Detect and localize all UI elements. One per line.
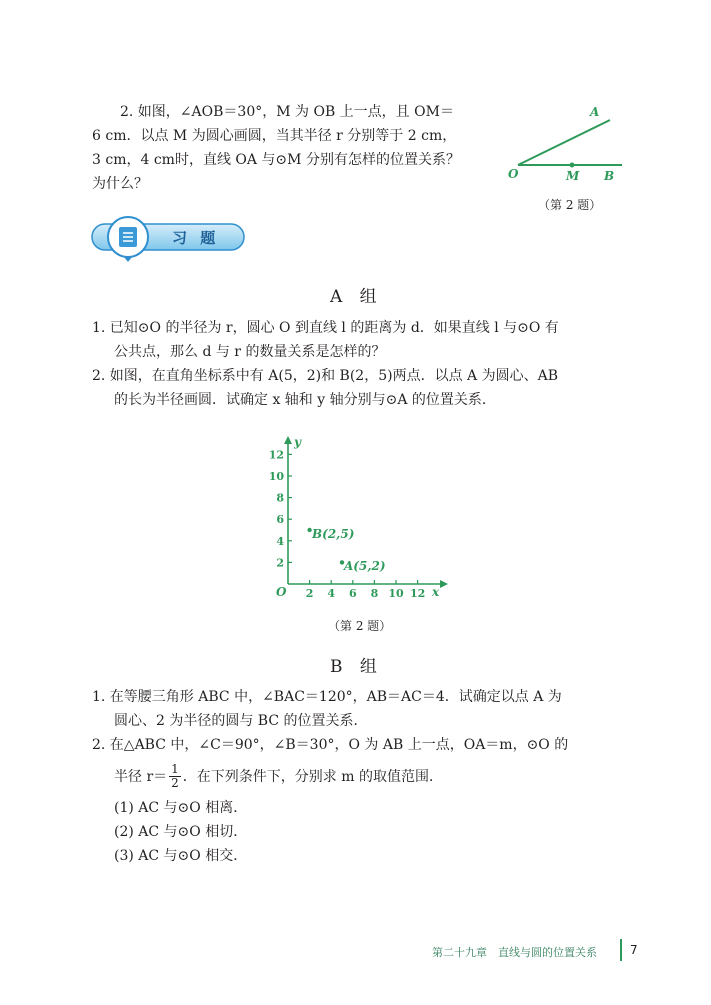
label-o: O — [508, 167, 519, 181]
group-a-heading: A 组 — [330, 287, 383, 307]
a-q2-line-2: 的长为半径画圆．试确定 x 轴和 y 轴分别与⊙A 的位置关系． — [114, 392, 496, 408]
x-tick-label: 8 — [370, 587, 379, 600]
angle-figure — [500, 100, 630, 190]
exercise-banner — [88, 214, 248, 264]
b-q2-line-2-pre: 半径 r＝ — [114, 768, 168, 785]
x-tick-label: 4 — [327, 587, 336, 600]
a-q2-line-1: 2. 如图，在直角坐标系中有 A(5，2)和 B(2，5)两点．以点 A 为圆心、AB — [92, 368, 558, 384]
x-tick-label: 2 — [305, 587, 314, 600]
point-b-dot — [307, 528, 311, 532]
b-q2-line-2-post: ．在下列条件下，分别求 m 的取值范围． — [182, 768, 443, 785]
y-tick-label: 10 — [268, 470, 284, 483]
y-tick-label: 6 — [276, 513, 284, 527]
a-q1-line-2: 公共点，那么 d 与 r 的数量关系是怎样的？ — [114, 344, 386, 360]
condition-2: (2) AC 与⊙O 相切． — [114, 824, 248, 840]
problem-2 — [92, 100, 512, 196]
b-q2-line-1: 2. 在△ABC 中，∠C＝90°，∠B＝30°，O 为 AB 上一点，OA＝m，⊙O 的 — [92, 737, 569, 753]
condition-1: (1) AC 与⊙O 相离． — [114, 800, 248, 816]
y-axis-label: y — [294, 435, 301, 449]
condition-3: (3) AC 与⊙O 相交． — [114, 848, 248, 864]
x-axis-arrow-icon — [440, 580, 448, 588]
b-q1-line-2: 圆心、2 为半径的圆与 BC 的位置关系． — [114, 713, 368, 729]
group-b-questions — [92, 685, 632, 868]
problem-2-line-2: 6 cm．以点 M 为圆心画圆，当其半径 r 分别等于 2 cm， — [92, 128, 457, 144]
problem-2-line-4: 为什么？ — [92, 176, 148, 192]
point-m — [570, 163, 575, 168]
footer-divider — [620, 939, 622, 961]
label-b: B — [604, 169, 615, 183]
group-a-questions — [92, 316, 632, 412]
label-m: M — [566, 169, 580, 183]
label-a: A — [590, 105, 600, 119]
x-tick-label: 10 — [388, 587, 404, 600]
y-tick-label: 8 — [276, 491, 284, 505]
figure-caption-top: （第 2 题） — [538, 198, 602, 212]
point-a-label: A(5,2) — [344, 559, 386, 573]
point-b-label: B(2,5) — [312, 527, 355, 541]
fraction-numerator: 1 — [171, 762, 179, 776]
coordinate-graph — [262, 432, 452, 612]
x-tick-label: 6 — [348, 587, 357, 600]
point-a-dot — [340, 560, 344, 564]
ray-oa — [518, 120, 610, 165]
page-number: 7 — [630, 943, 638, 957]
a-q1-line-1: 1. 已知⊙O 的半径为 r，圆心 O 到直线 l 的距离为 d．如果直线 l 与⊙O 有 — [92, 320, 559, 336]
origin-label: O — [276, 585, 287, 599]
y-tick-label: 12 — [268, 448, 284, 462]
fraction-one-half — [169, 763, 181, 790]
x-tick-label: 12 — [409, 587, 426, 600]
footer-chapter: 第二十九章 直线与圆的位置关系 — [432, 946, 597, 959]
x-axis-label: x — [432, 585, 440, 599]
chevron-down-icon — [124, 257, 132, 262]
y-axis-arrow-icon — [284, 436, 292, 444]
problem-2-line-3: 3 cm，4 cm时，直线 OA 与⊙M 分别有怎样的位置关系？ — [92, 152, 460, 168]
problem-2-line-1: 2. 如图，∠AOB＝30°，M 为 OB 上一点，且 OM＝ — [120, 104, 454, 120]
y-tick-label: 2 — [276, 556, 284, 570]
y-tick-label: 4 — [276, 534, 284, 548]
b-q2-line-2 — [92, 763, 632, 790]
group-b-heading: B 组 — [330, 657, 383, 677]
banner-title: 习 题 — [172, 229, 220, 247]
b-q1-line-1: 1. 在等腰三角形 ABC 中，∠BAC＝120°，AB＝AC＝4．试确定以点 A 为 — [92, 689, 562, 705]
fraction-denominator: 2 — [171, 776, 179, 790]
figure-caption-graph: （第 2 题） — [328, 619, 392, 633]
